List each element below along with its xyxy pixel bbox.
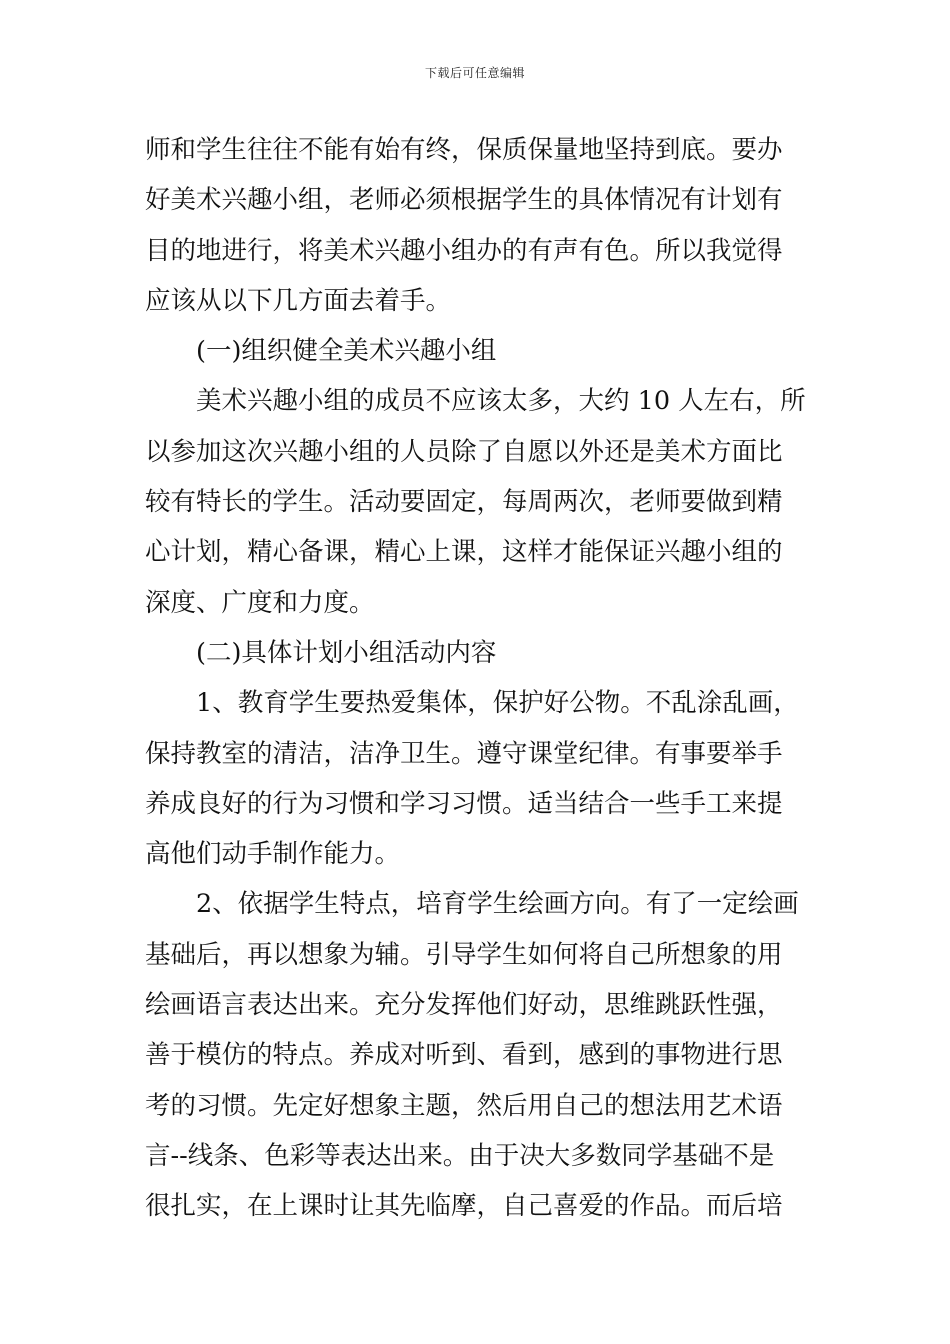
text-line: 以参加这次兴趣小组的人员除了自愿以外还是美术方面比 bbox=[145, 436, 783, 467]
text-line: 目的地进行，将美术兴趣小组办的有声有色。所以我觉得 bbox=[145, 235, 783, 266]
text-line: 绘画语言表达出来。充分发挥他们好动，思维跳跃性强， bbox=[145, 990, 783, 1021]
text-line: 言--线条、色彩等表达出来。由于决大多数同学基础不是 bbox=[145, 1140, 775, 1171]
text-line: 心计划，精心备课，精心上课，这样才能保证兴趣小组的 bbox=[145, 537, 783, 568]
text-line: 养成良好的行为习惯和学习习惯。适当结合一些手工来提 bbox=[145, 788, 783, 819]
document-body bbox=[145, 125, 810, 1232]
text-line: 善于模仿的特点。养成对听到、看到，感到的事物进行思 bbox=[145, 1040, 783, 1071]
text-line: 2、依据学生特点，培育学生绘画方向。有了一定绘画 bbox=[196, 889, 799, 920]
text-line: 美术兴趣小组的成员不应该太多，大约 10 人左右，所 bbox=[196, 386, 806, 417]
text-line: 师和学生往往不能有始有终，保质保量地坚持到底。要办 bbox=[145, 135, 783, 165]
text-line: 较有特长的学生。活动要固定，每周两次，老师要做到精 bbox=[145, 487, 783, 518]
page-header: 下载后可任意编辑 bbox=[424, 66, 525, 80]
section-heading: (二)具体计划小组活动内容 bbox=[196, 637, 497, 668]
text-line: 深度、广度和力度。 bbox=[145, 587, 375, 618]
text-line: 好美术兴趣小组，老师必须根据学生的具体情况有计划有 bbox=[145, 185, 783, 216]
section-heading: (一)组织健全美术兴趣小组 bbox=[196, 336, 497, 367]
text-line: 1、教育学生要热爱集体，保护好公物。不乱涂乱画， bbox=[196, 688, 799, 719]
text-line: 保持教室的清洁，洁净卫生。遵守课堂纪律。有事要举手 bbox=[145, 738, 783, 769]
text-line: 应该从以下几方面去着手。 bbox=[145, 285, 452, 316]
text-line: 考的习惯。先定好想象主题，然后用自己的想法用艺术语 bbox=[145, 1090, 783, 1121]
text-line: 高他们动手制作能力。 bbox=[145, 839, 401, 870]
text-line: 很扎实，在上课时让其先临摩，自己喜爱的作品。而后培 bbox=[145, 1191, 783, 1222]
text-line: 基础后，再以想象为辅。引导学生如何将自己所想象的用 bbox=[145, 939, 783, 970]
